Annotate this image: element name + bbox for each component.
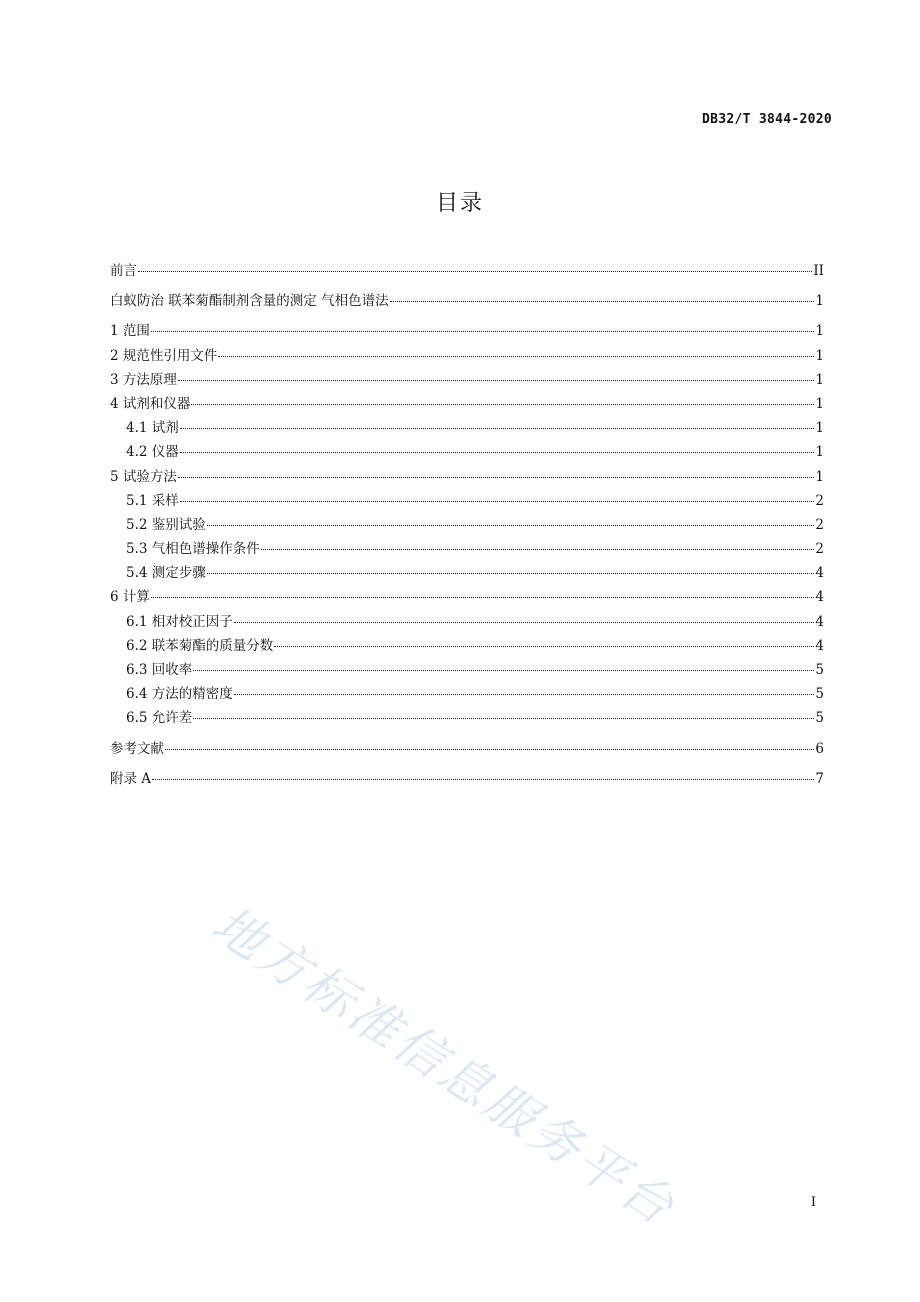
document-code: DB32/T 3844-2020	[701, 112, 832, 127]
toc-entry-label: 5 试验方法	[110, 468, 177, 485]
toc-dot-leader	[218, 356, 814, 357]
toc-entry-label: 5.1 采样	[126, 492, 179, 509]
toc-entry[interactable]	[110, 610, 824, 634]
toc-dot-leader	[191, 404, 814, 405]
toc-entry-label: 6 计算	[110, 589, 150, 606]
toc-entry-label: 前言	[110, 263, 137, 279]
toc-entry-label: 4.1 试剂	[126, 420, 179, 437]
toc-entry-page: 2	[815, 541, 824, 558]
toc-entry-page: 2	[815, 492, 824, 509]
toc-entry[interactable]	[110, 561, 824, 585]
toc-entry-page: 5	[815, 686, 824, 703]
toc-entry-page: II	[813, 263, 824, 279]
toc-entry-page: 1	[815, 468, 824, 485]
toc-entry[interactable]	[110, 344, 824, 368]
toc-entry-label: 1 范围	[110, 323, 150, 340]
toc-entry[interactable]	[110, 319, 824, 343]
toc-entry-page: 2	[815, 516, 824, 533]
toc-entry-label: 附录 A	[110, 770, 152, 787]
toc-entry-page: 1	[815, 371, 824, 388]
toc-entry[interactable]	[110, 706, 824, 730]
toc-dot-leader	[165, 749, 814, 750]
watermark: 地方标准信息服务平台	[202, 895, 687, 1238]
toc-dot-leader	[274, 646, 814, 647]
toc-entry-label: 6.2 联苯菊酯的质量分数	[126, 637, 274, 654]
toc-entry[interactable]	[110, 682, 824, 706]
toc-entry-label: 5.2 鉴别试验	[126, 516, 206, 533]
toc-entry-label: 5.4 测定步骤	[126, 565, 206, 582]
toc-entry[interactable]	[110, 368, 824, 392]
toc-dot-leader	[178, 380, 815, 381]
toc-entry-page: 1	[815, 395, 824, 412]
toc-entry[interactable]	[110, 489, 824, 513]
toc-entry-page: 4	[815, 637, 824, 654]
toc-entry-page: 4	[815, 589, 824, 606]
toc-dot-leader	[390, 301, 815, 302]
toc-entry-label: 5.3 气相色谱操作条件	[126, 541, 260, 558]
toc-entry[interactable]	[110, 259, 824, 283]
toc-title: 目录	[435, 191, 484, 216]
toc-entry[interactable]	[110, 634, 824, 658]
toc-dot-leader	[180, 452, 815, 453]
toc-dot-leader	[193, 718, 814, 719]
toc-dot-leader	[207, 573, 815, 574]
toc-dot-leader	[138, 271, 812, 272]
toc-entry[interactable]	[110, 392, 824, 416]
toc-entry-page: 6	[815, 740, 824, 757]
toc-entry-page: 1	[815, 347, 824, 364]
toc-entry[interactable]	[110, 289, 824, 313]
toc-entry[interactable]	[110, 440, 824, 464]
toc-dot-leader	[151, 597, 815, 598]
toc-entry[interactable]	[110, 767, 824, 791]
toc-entry[interactable]	[110, 465, 824, 489]
toc-entry-label: 3 方法原理	[110, 371, 177, 388]
toc-entry-page: 5	[815, 710, 824, 727]
toc-dot-leader	[151, 331, 815, 332]
toc-entry-page: 5	[815, 662, 824, 678]
toc-dot-leader	[180, 501, 815, 502]
toc-entry-label: 6.4 方法的精密度	[126, 686, 233, 703]
toc-dot-leader	[234, 694, 815, 695]
toc-entry[interactable]	[110, 513, 824, 537]
toc-entry-label: 白蚁防治 联苯菊酯制剂含量的测定 气相色谱法	[110, 293, 389, 310]
toc-entry-page: 4	[815, 613, 824, 630]
toc-dot-leader	[180, 428, 815, 429]
toc-dot-leader	[207, 525, 815, 526]
toc-entry[interactable]	[110, 585, 824, 609]
toc-dot-leader	[234, 622, 815, 623]
toc-entry-label: 4 试剂和仪器	[110, 395, 191, 412]
toc-entry[interactable]	[110, 537, 824, 561]
toc-entry[interactable]	[110, 737, 824, 761]
page-number: I	[810, 1195, 816, 1210]
toc-dot-leader	[193, 670, 814, 671]
toc-entry-page: 1	[815, 323, 824, 340]
toc-entry[interactable]	[110, 658, 824, 682]
toc-entry-page: 1	[815, 293, 824, 310]
table-of-contents	[110, 259, 824, 791]
toc-entry-page: 1	[815, 444, 824, 461]
toc-entry-page: 4	[815, 565, 824, 582]
toc-entry-label: 2 规范性引用文件	[110, 347, 218, 364]
toc-entry-label: 6.3 回收率	[126, 662, 193, 678]
toc-entry-page: 7	[815, 770, 824, 787]
toc-entry[interactable]	[110, 416, 824, 440]
toc-entry-label: 6.1 相对校正因子	[126, 613, 233, 630]
toc-dot-leader	[178, 477, 815, 478]
toc-entry-label: 参考文献	[110, 740, 164, 757]
toc-entry-label: 6.5 允许差	[126, 710, 193, 727]
toc-entry-label: 4.2 仪器	[126, 444, 179, 461]
toc-entry-page: 1	[815, 420, 824, 437]
toc-dot-leader	[152, 779, 814, 780]
toc-dot-leader	[261, 549, 815, 550]
